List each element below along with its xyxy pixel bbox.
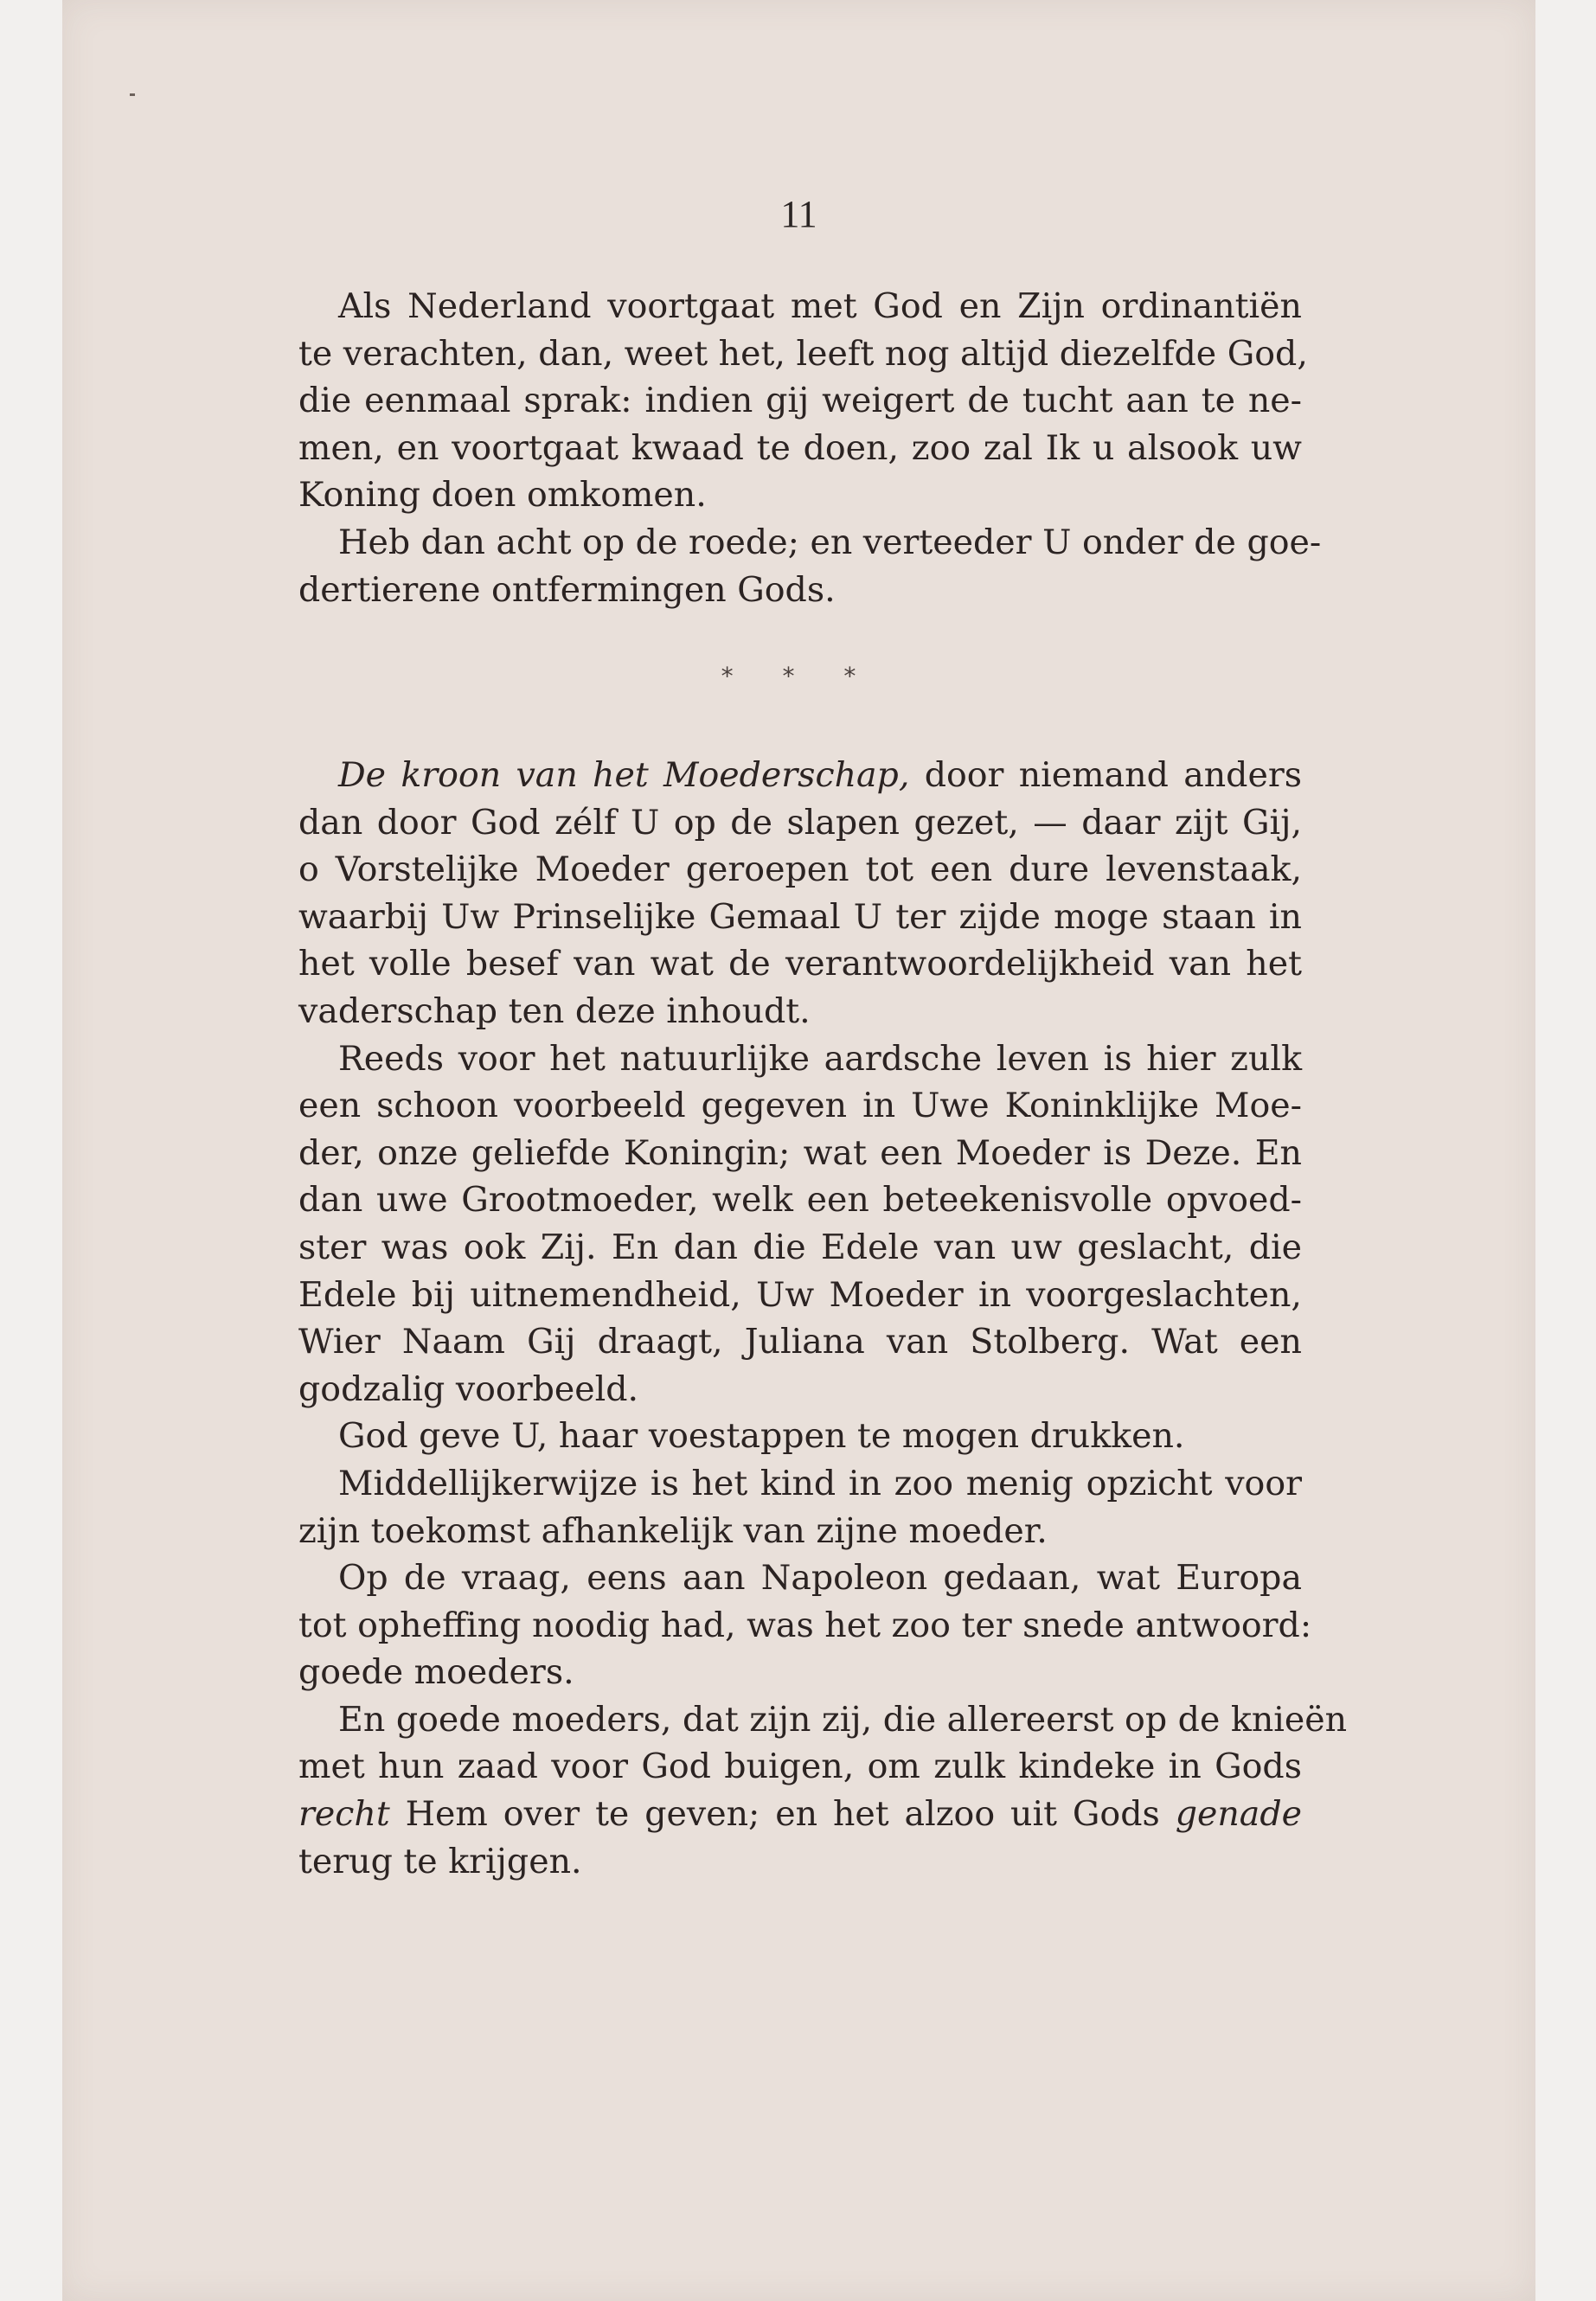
text-line: het volle besef van wat de verantwoordelijkheid van het	[298, 944, 1302, 984]
text-line: dan door God zélf U op de slapen gezet, — daar zijt Gij,	[298, 802, 1302, 843]
text-line: zijn toekomst afhankelijk van zijne moeder.	[298, 1510, 1048, 1551]
line-rest: door niemand anders	[909, 755, 1302, 795]
text-line: God geve U, haar voestappen te mogen drukken.	[338, 1416, 1185, 1457]
section-separator: * * *	[721, 662, 877, 690]
text-line: der, onze geliefde Koningin; wat een Moeder is Deze. En	[298, 1132, 1302, 1173]
paragraph-roede	[298, 519, 1322, 613]
paragraph-middellijkerwijze	[298, 1460, 1302, 1554]
italic-word: recht	[298, 1794, 390, 1835]
text-line: dan uwe Grootmoeder, welk een beteekenisvolle opvoed-	[298, 1180, 1302, 1221]
paragraph-god-geve	[298, 1413, 1302, 1460]
text-block-top	[298, 283, 1322, 613]
paragraph-reeds	[298, 1035, 1302, 1413]
text-line	[298, 752, 1302, 799]
text-line: Als Nederland voortgaat met God en Zijn ordinantiën	[338, 286, 1302, 326]
italic-phrase: De kroon van het Moederschap,	[338, 755, 910, 795]
text-line: Middellijkerwijze is het kind in zoo menig opzicht voor	[338, 1463, 1302, 1503]
text-line: goede moeders.	[298, 1652, 574, 1693]
text-line: godzalig voorbeeld.	[298, 1368, 639, 1409]
text-line: Edele bij uitnemendheid, Uw Moeder in voorgeslachten,	[298, 1274, 1302, 1315]
paragraph-napoleon	[298, 1554, 1312, 1696]
text-line: een schoon voorbeeld gegeven in Uwe Koninklijke Moe-	[298, 1086, 1302, 1126]
text-line: tot opheffing noodig had, was het zoo ter snede antwoord:	[298, 1605, 1312, 1645]
text-line: En goede moeders, dat zijn zij, die allereerst op de knieën	[338, 1699, 1348, 1740]
text-line: Reeds voor het natuurlijke aardsche leven is hier zulk	[338, 1038, 1302, 1079]
text-block-main	[298, 752, 1348, 1885]
text-line: te verachten, dan, weet het, leeft nog altijd diezelfde God,	[298, 333, 1308, 374]
text-line: vaderschap ten deze inhoudt.	[298, 990, 811, 1031]
line-middle: Hem over te geven; en het alzoo uit Gods	[389, 1794, 1176, 1835]
paragraph-kroon	[298, 752, 1302, 1035]
text-line: met hun zaad voor God buigen, om zulk kindeke in Gods	[298, 1747, 1302, 1787]
paragraph-nederland	[298, 283, 1308, 519]
paragraph-goede-moeders	[298, 1696, 1348, 1885]
book-page	[62, 0, 1535, 2301]
text-line: waarbij Uw Prinselijke Gemaal U ter zijde moge staan in	[298, 896, 1302, 937]
margin-mark	[130, 93, 135, 96]
text-line: Heb dan acht op de roede; en verteeder U onder de goe-	[338, 522, 1322, 562]
text-line: dertierene ontfermingen Gods.	[298, 569, 836, 610]
italic-word: genade	[1175, 1794, 1302, 1835]
text-line: Koning doen omkomen.	[298, 475, 707, 516]
text-line: ster was ook Zij. En dan die Edele van uw geslacht, die	[298, 1227, 1302, 1267]
text-line: Op de vraag, eens aan Napoleon gedaan, wat Europa	[338, 1558, 1302, 1599]
page-number: 11	[780, 193, 817, 235]
text-line: terug te krijgen.	[298, 1841, 582, 1881]
text-line: Wier Naam Gij draagt, Juliana van Stolberg. Wat een	[298, 1322, 1302, 1362]
text-line	[298, 1791, 1302, 1838]
text-line: o Vorstelijke Moeder geroepen tot een dure levenstaak,	[298, 849, 1302, 890]
text-line: die eenmaal sprak: indien gij weigert de tucht aan te ne-	[298, 381, 1302, 421]
text-line: men, en voortgaat kwaad te doen, zoo zal Ik u alsook uw	[298, 427, 1302, 468]
